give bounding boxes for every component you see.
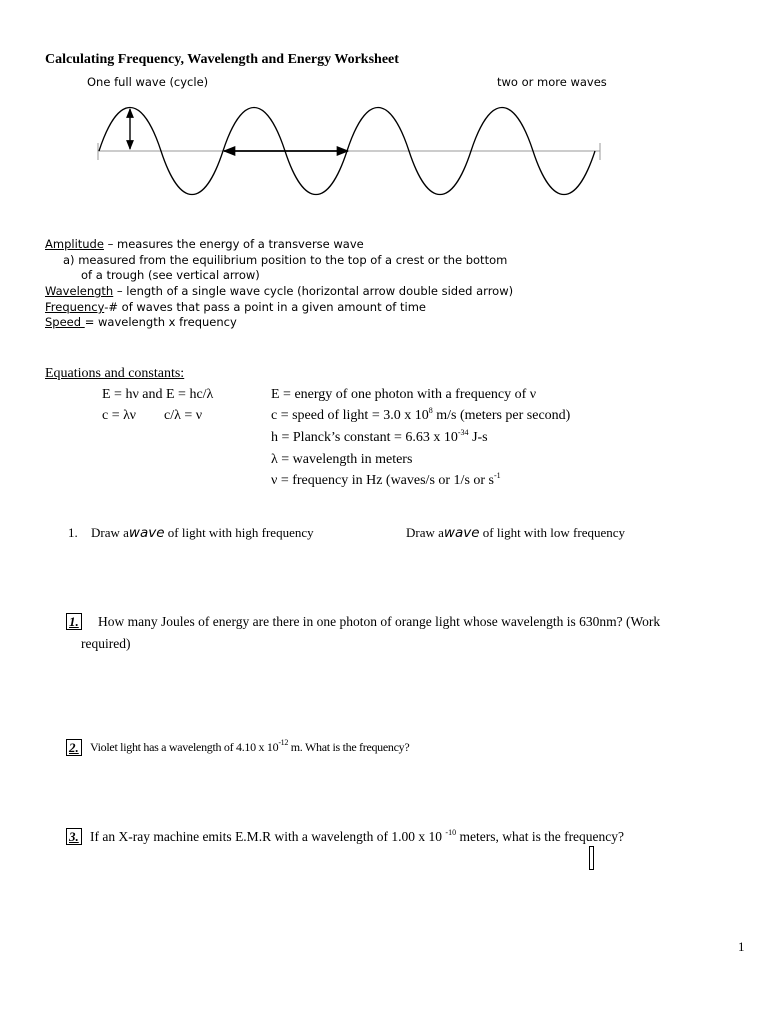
equation-speed: c = λν <box>102 408 136 423</box>
question-3-number: 2. <box>66 740 82 756</box>
question-1-number: 1. <box>68 525 78 540</box>
question-2-text-line2: required) <box>81 636 131 651</box>
constant-speed-of-light: c = speed of light = 3.0 x $10^8$ m/s (meters per second) <box>271 406 571 423</box>
diagram-label-one-wave: One full wave (cycle) <box>87 75 209 89</box>
frequency-term: Frequency <box>45 300 105 314</box>
amplitude-sub-a-line1: a) measured from the equilibrium position to the top of a crest or the bottom <box>63 253 508 267</box>
question-1-high-frequency: Draw awave of light with high frequency <box>91 525 314 541</box>
page-number: 1 <box>738 939 745 954</box>
constant-frequency: ν = frequency in Hz (waves/s or 1/s or $s^{-1}$ <box>271 471 501 488</box>
constant-energy: E = energy of one photon with a frequency of ν <box>271 387 537 402</box>
question-4-number: 3. <box>66 829 82 845</box>
question-2-text-line1: How many Joules of energy are there in one photon of orange light whose wavelength is 630nm? (Work <box>98 614 661 629</box>
constant-planck: h = Planck’s constant = 6.63 x $10^{-34}$ J-s <box>271 428 488 445</box>
equation-frequency: c/λ = ν <box>164 408 203 423</box>
speed-definition: Speed = wavelength x frequency <box>45 315 237 329</box>
speed-term: Speed <box>45 315 85 329</box>
amplitude-definition: Amplitude – measures the energy of a transverse wave <box>45 237 364 251</box>
diagram-label-two-waves: two or more waves <box>497 75 607 89</box>
constant-wavelength: λ = wavelength in meters <box>271 452 413 467</box>
sine-wave-diagram <box>0 0 768 230</box>
question-4-text: If an X-ray machine emits E.M.R with a wavelength of 1.00 x 10 $^{-10}$ meters, what is the frequency? <box>90 828 625 844</box>
wavelength-definition: Wavelength – length of a single wave cycle (horizontal arrow double sided arrow) <box>45 284 514 298</box>
amplitude-sub-a-line2: of a trough (see vertical arrow) <box>81 268 260 282</box>
amplitude-term: Amplitude <box>45 237 104 251</box>
page-title: Calculating Frequency, Wavelength and Energy Worksheet <box>45 52 399 67</box>
text-cursor-mark <box>589 846 594 870</box>
equation-energy: E = hν and E = hc/λ <box>102 387 214 402</box>
question-1-low-frequency: Draw awave of light with low frequency <box>406 525 626 541</box>
frequency-definition: Frequency-# of waves that pass a point in a given amount of time <box>45 300 426 314</box>
equations-heading: Equations and constants: <box>45 366 185 381</box>
wavelength-term: Wavelength <box>45 284 114 298</box>
question-2-number: 1. <box>66 614 82 630</box>
question-3-text: Violet light has a wavelength of 4.10 x $10^{-12}$ m. What is the frequency? <box>90 738 410 754</box>
